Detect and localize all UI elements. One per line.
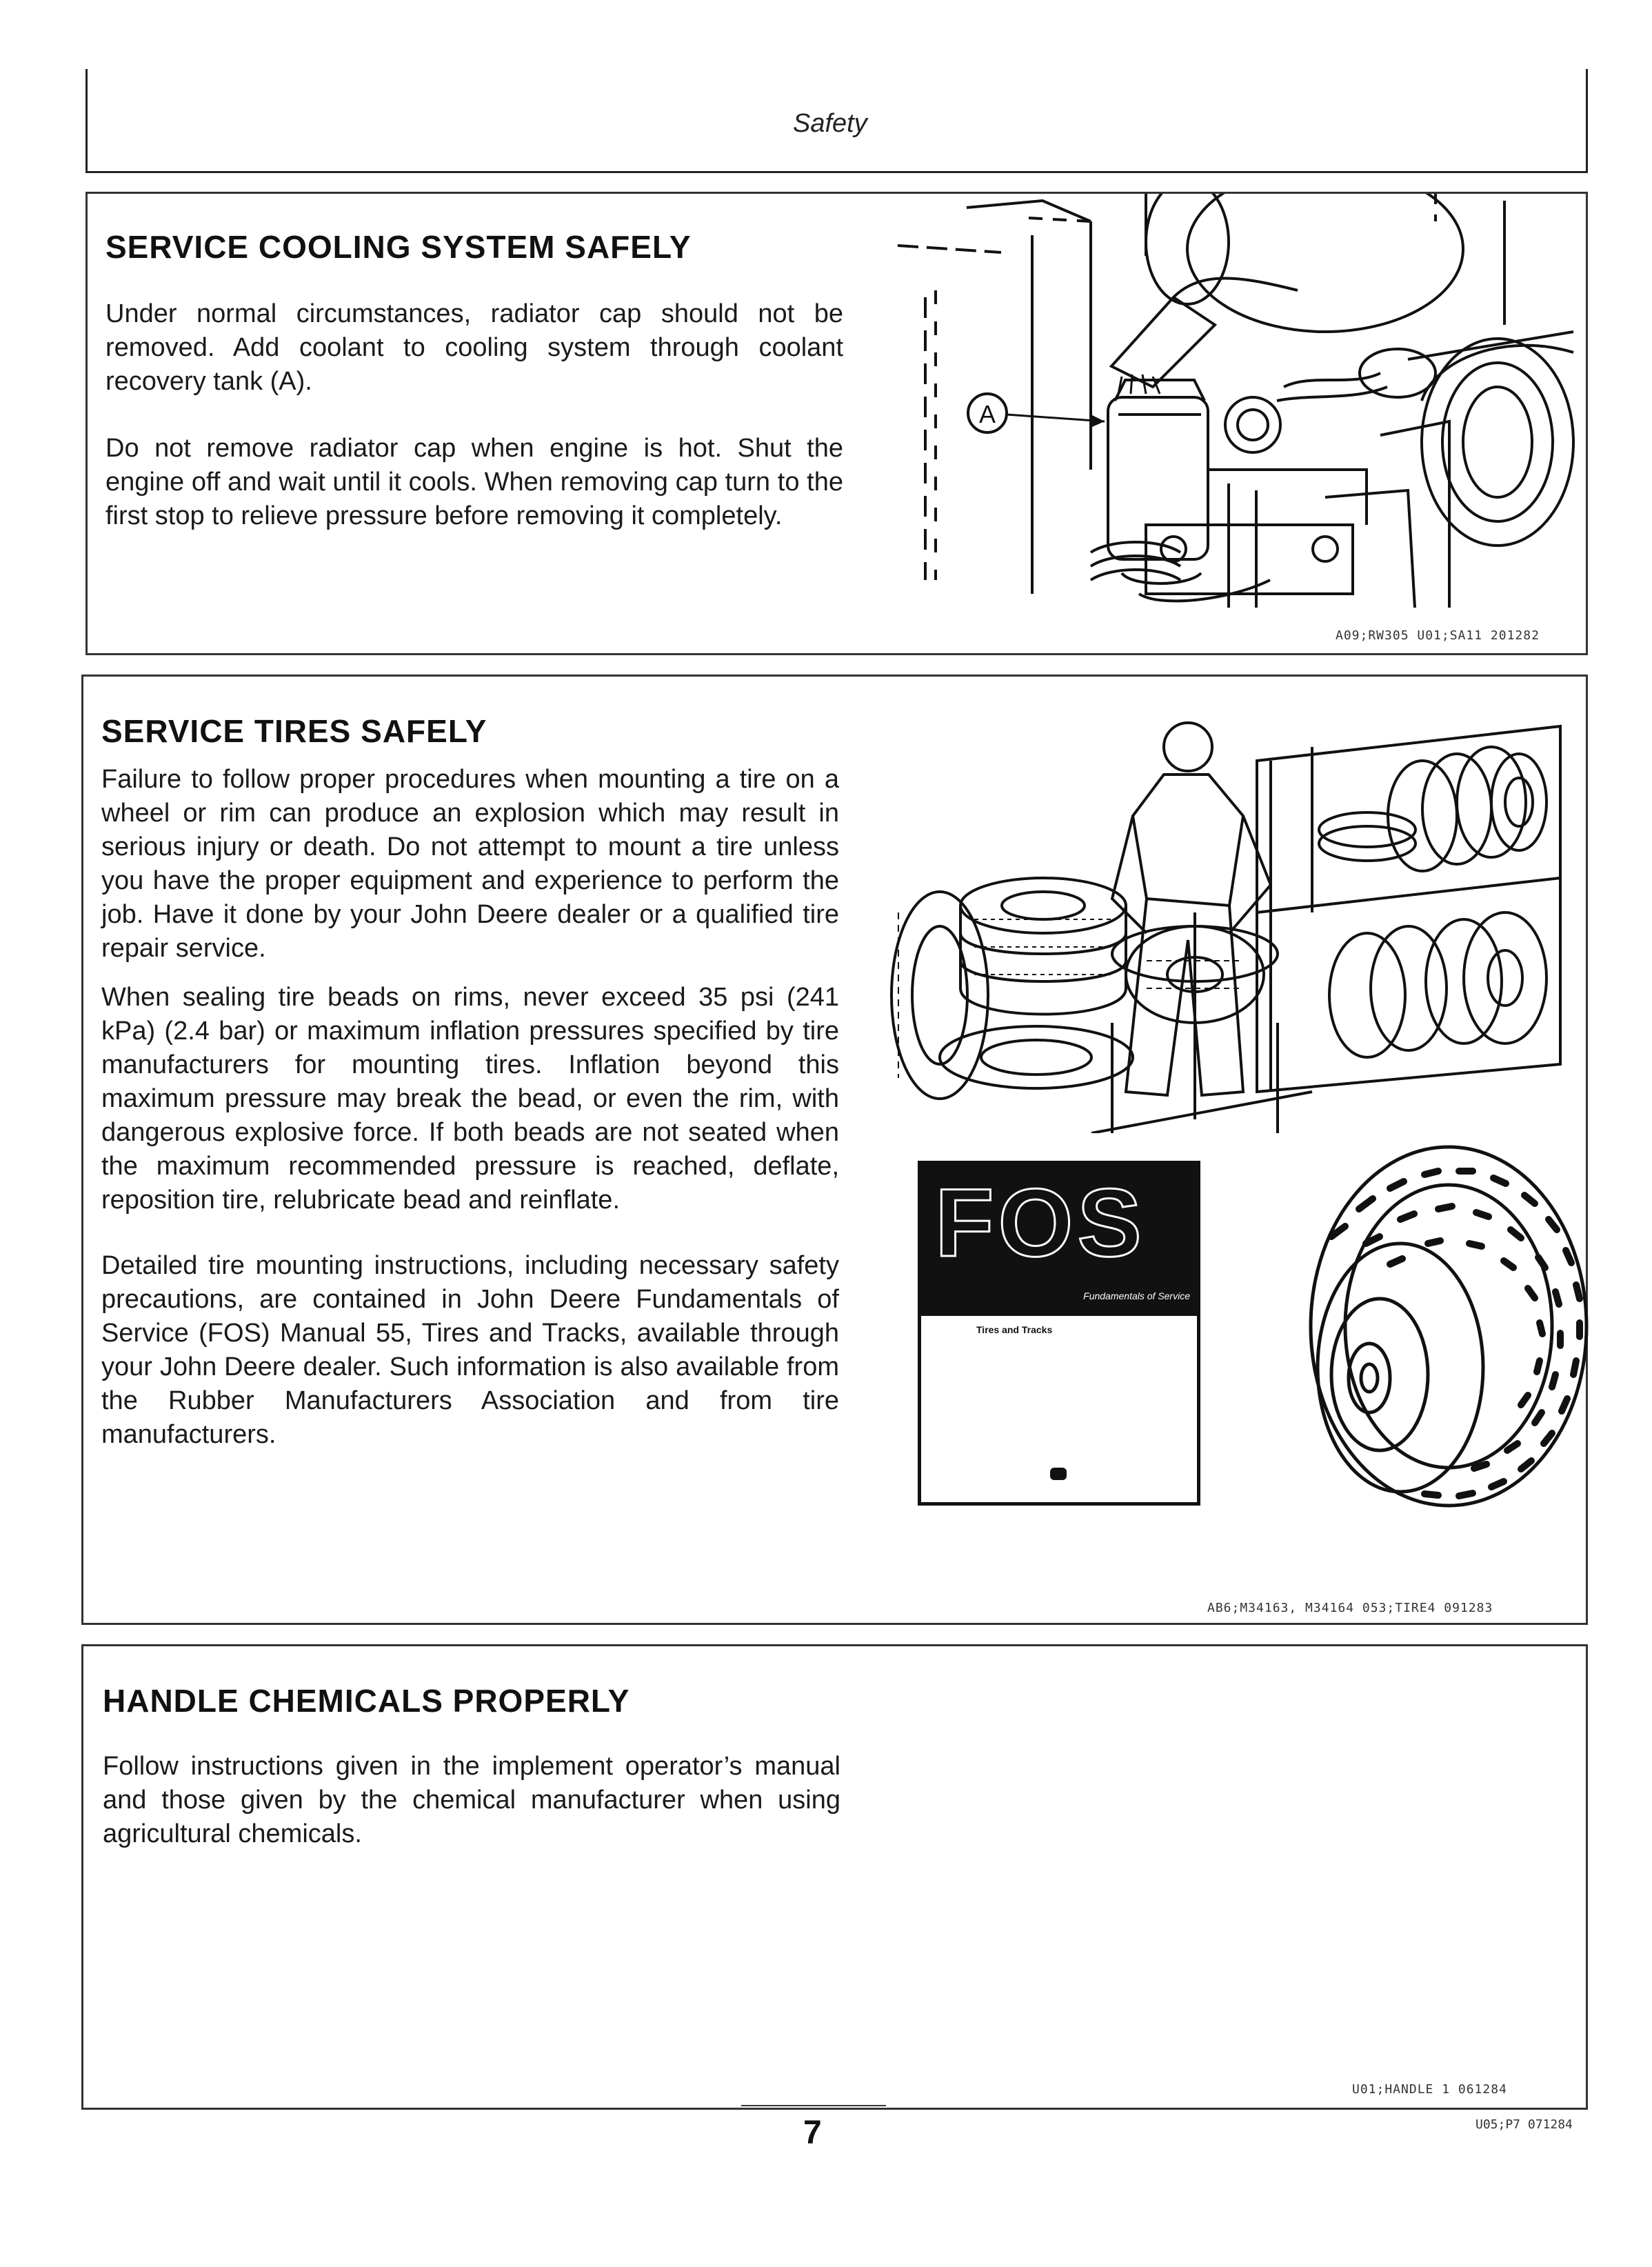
section-title: SERVICE COOLING SYSTEM SAFELY — [105, 229, 692, 265]
header-rule-bottom — [85, 171, 1588, 173]
page-code: U05;P7 071284 — [1475, 2117, 1573, 2132]
paragraph: Detailed tire mounting instructions, including necessary safety precautions, are contained in John Deere Fundamentals of Service (FOS) Manual 55, Tires and Tracks, available through your John Deere dealer. Such information is also available from the Rubber Manufacturers Association and from tire manufacturers. — [101, 1251, 839, 1449]
paragraph: Do not remove radiator cap when engine is hot. Shut the engine off and wait until it cools. When removing cap turn to the first stop to relieve pressure before removing it completely. — [105, 434, 843, 530]
radiator-illustration — [884, 194, 1587, 615]
section-cooling-system — [85, 192, 1588, 655]
section-chemicals — [81, 1644, 1588, 2110]
fos-logo: FOS — [935, 1168, 1146, 1277]
callout-a-label: A — [978, 400, 996, 428]
header-rule-right — [1586, 69, 1588, 172]
turf-tire-illustration — [1242, 1140, 1600, 1526]
fos-manual-cover — [918, 1161, 1200, 1506]
section-title: SERVICE TIRES SAFELY — [101, 713, 487, 749]
section-body — [105, 297, 843, 533]
footer-rule — [741, 2105, 886, 2106]
paragraph: When sealing tire beads on rims, never exceed 35 psi (241 kPa) (2.4 bar) or maximum inflation pressures specified by tire manufacturers for mounting tires. Inflation beyond this maximum pressure may break the bead, or even the rim, with dangerous explosive force. If both beads are not seated when the maximum recommended pressure is reached, deflate, reposition tire, relubricate bead and reinflate. — [101, 983, 839, 1215]
fos-series-band — [921, 1285, 1197, 1316]
paragraph: Under normal circumstances, radiator cap should not be removed. Add coolant to cooling system through coolant recovery tank (A). — [105, 299, 843, 396]
section-tires — [81, 675, 1588, 1625]
page-number: 7 — [803, 2115, 822, 2151]
reference-code: A09;RW305 U01;SA11 201282 — [1336, 628, 1540, 643]
fos-series-title: Fundamentals of Service — [1083, 1290, 1190, 1301]
fos-subtitle: Tires and Tracks — [976, 1324, 1053, 1335]
fos-manual-top — [921, 1164, 1197, 1285]
paragraph: Failure to follow proper procedures when mounting a tire on a wheel or rim can produce an explosion which may result in serious injury or death. Do not attempt to mount a tire unless you have the proper equipment and experience to perform the job. Have it done by your John Deere dealer or a qualified tire repair service. — [101, 765, 839, 963]
reference-code: U01;HANDLE 1 061284 — [1352, 2082, 1507, 2097]
reference-code: AB6;M34163, M34164 053;TIRE4 091283 — [1207, 1601, 1493, 1615]
section-body — [103, 1750, 840, 1851]
deere-logo-icon — [1050, 1468, 1067, 1480]
header-rule-left — [85, 69, 88, 172]
tire-mounting-illustration — [885, 706, 1581, 1133]
running-head: Safety — [793, 109, 867, 138]
paragraph: Follow instructions given in the implement operator’s manual and those given by the chemical manufacturer when using agricultural chemicals. — [103, 1752, 840, 1848]
section-title: HANDLE CHEMICALS PROPERLY — [103, 1683, 630, 1719]
section-body — [101, 763, 839, 1452]
